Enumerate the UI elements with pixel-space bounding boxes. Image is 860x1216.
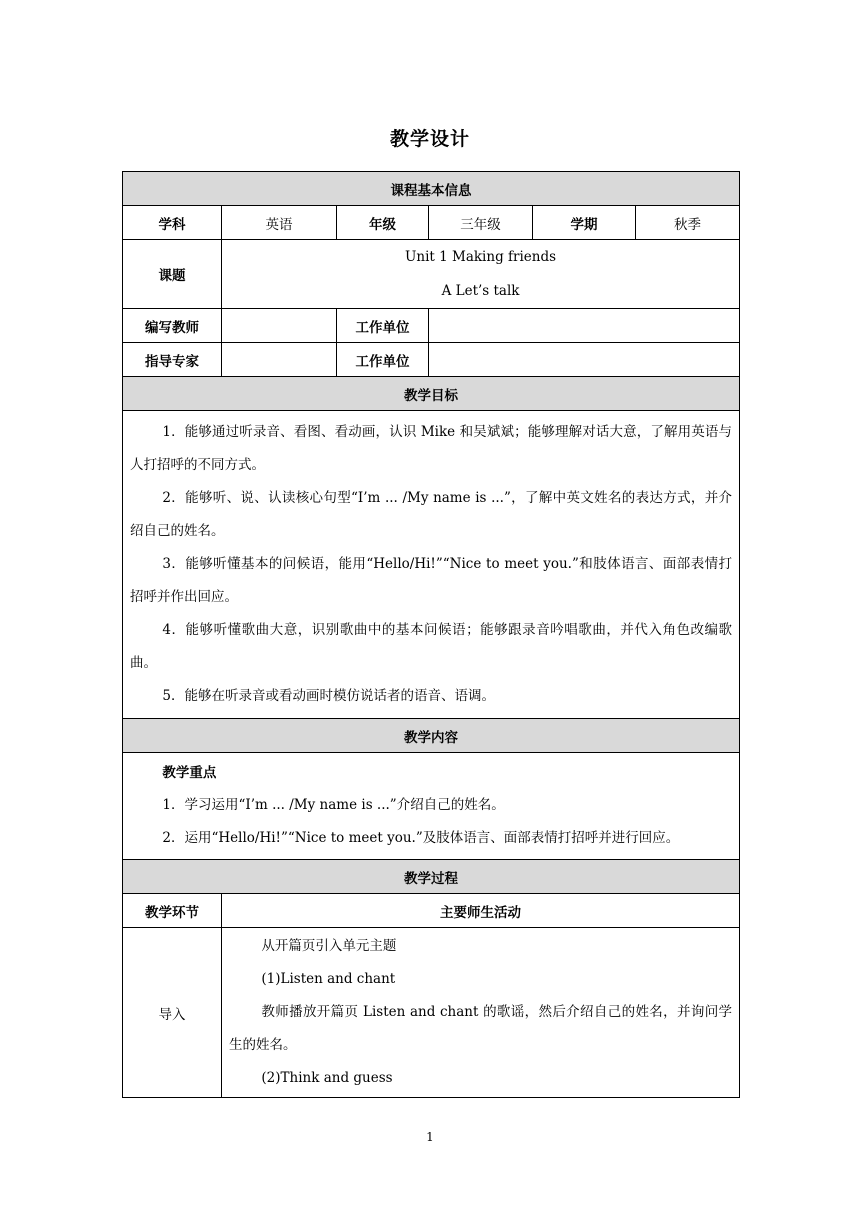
activity-line: (1)Listen and chant [261,971,396,987]
section-content: 教学内容 [123,719,740,753]
expert-label: 指导专家 [123,343,222,377]
col-activity-header: 主要师生活动 [222,894,740,928]
grade-label: 年级 [337,206,429,240]
objective-item: 4．能够听懂歌曲大意，识别歌曲中的基本问候语；能够跟录音吟唱歌曲，并代入角色改编歌曲。 [130,622,733,671]
section-basic-info: 课程基本信息 [123,172,740,206]
activity-line: 教师播放开篇页 Listen and chant 的歌谣，然后介绍自己的姓名，并询问学生的姓名。 [229,1004,733,1053]
author-unit-value [429,309,740,343]
key-point-item: 1．学习运用“I’m ... /My name is ...”介绍自己的姓名。 [162,797,505,813]
author-unit-label: 工作单位 [337,309,429,343]
activity-line: (2)Think and guess [261,1070,393,1086]
topic-value [222,240,740,309]
content-body [123,753,740,860]
objective-item: 3．能够听懂基本的问候语，能用“Hello/Hi!”“Nice to meet you.”和肢体语言、面部表情打招呼并作出回应。 [130,556,733,605]
document-title: 教学设计 [389,128,470,150]
objective-item: 1．能够通过听录音、看图、看动画，认识 Mike 和吴斌斌；能够理解对话大意，了解用英语与人打招呼的不同方式。 [130,424,733,473]
expert-unit-value [429,343,740,377]
expert-unit-label: 工作单位 [337,343,429,377]
section-process: 教学过程 [123,860,740,894]
stage-cell: 导入 [123,928,222,1098]
activity-line: 从开篇页引入单元主题 [261,938,397,954]
grade-value: 三年级 [429,206,533,240]
section-objectives: 教学目标 [123,377,740,411]
topic-line-2: A Let’s talk [441,283,520,299]
page-number: 1 [426,1130,434,1144]
expert-value [222,343,337,377]
topic-label: 课题 [123,240,222,309]
author-value [222,309,337,343]
author-label: 编写教师 [123,309,222,343]
term-label: 学期 [533,206,636,240]
key-points-heading: 教学重点 [162,765,217,781]
lesson-plan-table [122,171,740,1098]
activity-cell [222,928,740,1098]
objective-item: 5．能够在听录音或看动画时模仿说话者的语音、语调。 [162,688,495,704]
term-value: 秋季 [636,206,740,240]
topic-line-1: Unit 1 Making friends [405,249,557,265]
subject-value: 英语 [222,206,337,240]
col-stage-header: 教学环节 [123,894,222,928]
objectives-body [123,411,740,719]
key-point-item: 2．运用“Hello/Hi!”“Nice to meet you.”及肢体语言、面部表情打招呼并进行回应。 [162,830,680,846]
subject-label: 学科 [123,206,222,240]
objective-item: 2．能够听、说、认读核心句型“I’m ... /My name is ...”，了解中英文姓名的表达方式，并介绍自己的姓名。 [130,490,733,539]
